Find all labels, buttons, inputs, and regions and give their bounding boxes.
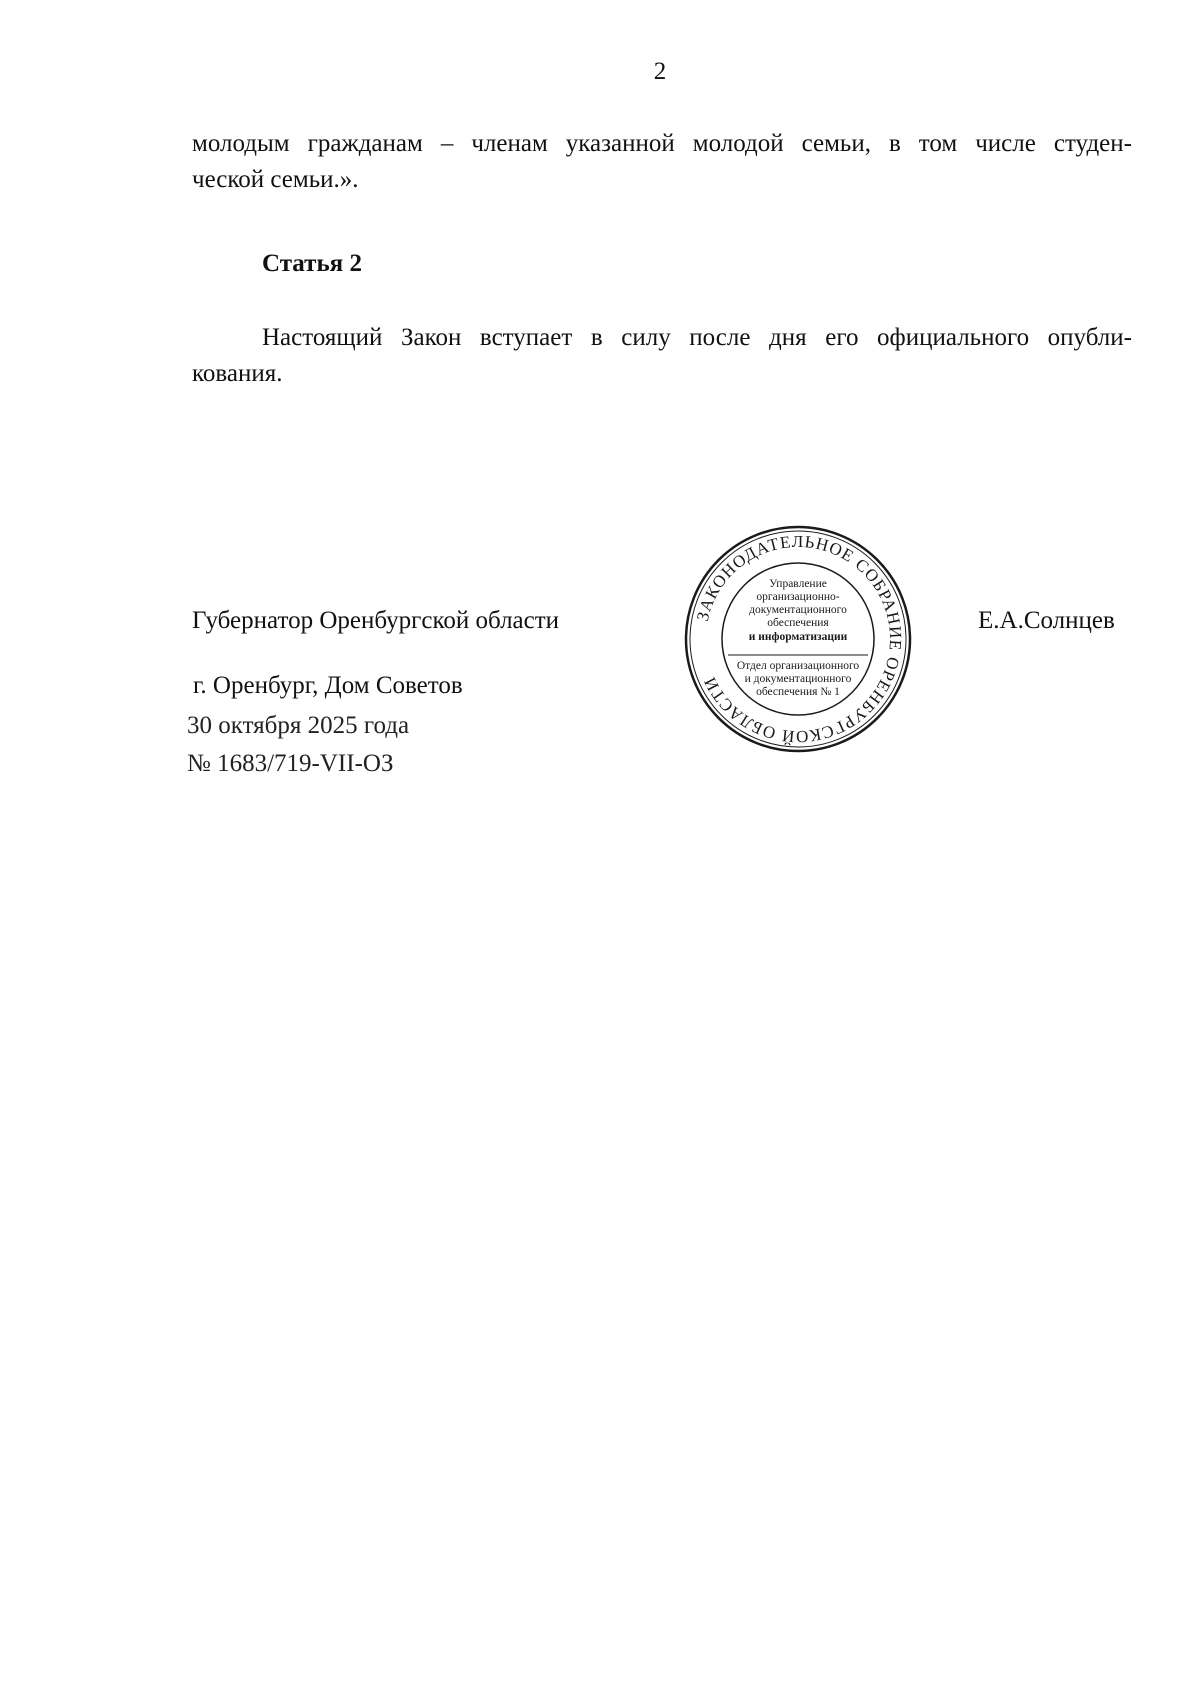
seal-inner-line-1: Управление [769, 578, 827, 590]
seal-inner-line-5: и информатизации [748, 631, 848, 643]
continuation-paragraph [192, 126, 1132, 198]
continuation-line-2: ческой семьи.». [192, 166, 359, 193]
article-heading: Статья 2 [262, 250, 362, 277]
seal-graphic [682, 523, 914, 755]
signing-date: 30 октября 2025 года [187, 712, 410, 739]
law-number: № 1683/719-VII-ОЗ [187, 750, 394, 777]
seal-inner-line-8: обеспечения № 1 [756, 686, 840, 698]
seal-inner-line-7: и документационного [744, 673, 852, 685]
continuation-line-1: молодым гражданам – членам указанной молодой семьи, в том числе студен- [192, 130, 1132, 157]
article-line-2: кования. [192, 360, 283, 387]
seal-inner-line-6: Отдел организационного [736, 660, 860, 672]
signatory-name: Е.А.Солнцев [978, 607, 1115, 634]
signatory-position: Губернатор Оренбургской области [192, 607, 560, 634]
seal-ring-text: ЗАКОНОДАТЕЛЬНОЕ СОБРАНИЕ ОРЕНБУРГСКОЙ ОБЛАСТИ [692, 531, 906, 747]
signing-place: г. Оренбург, Дом Советов [193, 672, 463, 699]
seal-inner-line-3: документационного [749, 604, 847, 616]
seal-inner-line-4: обеспечения [767, 617, 829, 629]
seal-inner-line-2: организационно- [756, 591, 840, 603]
article-line-1: Настоящий Закон вступает в силу после дня его официального опубли- [262, 324, 1132, 351]
article-paragraph [192, 320, 1132, 392]
page-number: 2 [653, 58, 667, 85]
official-seal [682, 523, 914, 755]
